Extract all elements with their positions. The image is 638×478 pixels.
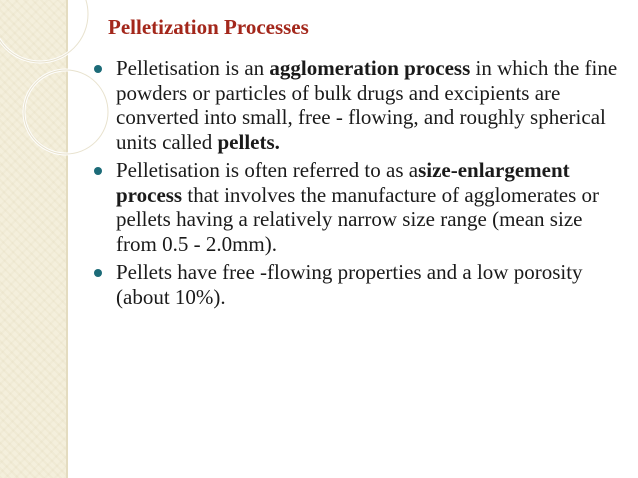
bullet-item [92, 158, 628, 256]
bullet-text-plain: in which the fine powders or particles of bulk drugs and excipients are converted into small, free - flowing, and roughly spherical units called [116, 56, 618, 154]
bullet-icon [94, 269, 102, 277]
bullet-text-plain: Pellets have free -flowing properties and a low porosity (about 10%). [116, 260, 583, 309]
bullet-item [92, 260, 628, 309]
bullet-item [92, 56, 628, 154]
bullet-icon [94, 167, 102, 175]
bullet-text-plain: Pelletisation is often referred to as a [116, 158, 419, 182]
bullet-text-plain: that involves the manufacture of agglomerates or pellets having a relatively narrow size range (mean size from 0.5 - 2.0mm). [116, 182, 600, 256]
bullet-text-bold: pellets. [217, 129, 280, 154]
bullet-text-plain: Pelletisation is an [116, 56, 270, 80]
bullet-text-bold: size-enlargement process [116, 158, 570, 207]
bullet-text-bold: agglomeration process [269, 56, 471, 80]
bullet-list [92, 56, 628, 313]
slide-title: Pelletization Processes [108, 15, 309, 39]
bullet-icon [94, 65, 102, 73]
